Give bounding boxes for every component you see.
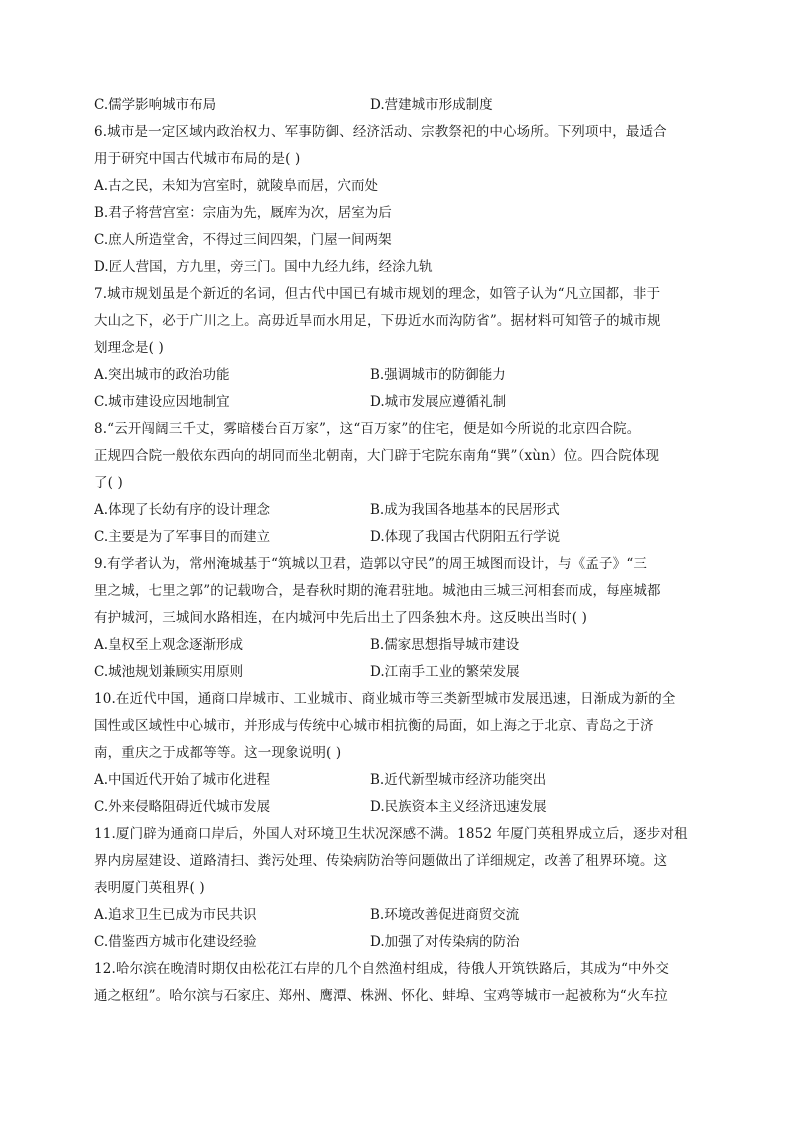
option-c[interactable]: C.儒学影响城市布局 <box>94 97 217 113</box>
option-a[interactable]: A.古之民，未知为宫室时，就陵阜而居，穴而处 <box>94 178 379 194</box>
question-11 <box>94 821 702 956</box>
question-6 <box>94 119 702 281</box>
question-stem: 9.有学者认为，常州淹城基于“筑城以卫君，造郭以守民”的周王城图而设计，与《孟子》“三 <box>94 556 648 572</box>
option-row <box>94 497 702 524</box>
question-stem: 6.城市是一定区域内政治权力、军事防御、经济活动、宗教祭祀的中心场所。下列项中，最适合 <box>94 124 667 140</box>
question-12 <box>94 956 702 1010</box>
question-stem: 10.在近代中国，通商口岸城市、工业城市、商业城市等三类新型城市发展迅速，日渐成为新的全 <box>94 691 676 707</box>
question-10 <box>94 686 702 821</box>
option-b[interactable]: B.成为我国各地基本的民居形式 <box>370 502 560 518</box>
question-stem: 南，重庆之于成都等等。这一现象说明( ) <box>94 745 342 761</box>
option-row <box>94 389 702 416</box>
option-row <box>94 92 702 119</box>
option-d[interactable]: D.匠人营国，方九里，旁三门。国中九经九纬，经涂九轨 <box>94 259 433 275</box>
option-d[interactable]: D.民族资本主义经济迅速发展 <box>370 799 547 815</box>
option-a[interactable]: A.突出城市的政治功能 <box>94 367 230 383</box>
option-d[interactable]: D.江南手工业的繁荣发展 <box>370 664 520 680</box>
question-stem: 表明厦门英租界( ) <box>94 880 205 896</box>
question-stem: 12.哈尔滨在晚清时期仅由松花江右岸的几个自然渔村组成，待俄人开筑铁路后，其成为“中外交 <box>94 961 669 977</box>
question-stem: 7.城市规划虽是个新近的名词，但古代中国已有城市规划的理念，如管子认为“凡立国都，非于 <box>94 286 661 302</box>
question-stem: 通之枢纽”。哈尔滨与石家庄、郑州、鹰潭、株洲、怀化、蚌埠、宝鸡等城市一起被称为“火车拉 <box>94 988 668 1004</box>
question-8 <box>94 416 702 551</box>
question-9 <box>94 551 702 686</box>
option-d[interactable]: D.城市发展应遵循礼制 <box>370 394 507 410</box>
option-a[interactable]: A.中国近代开始了城市化进程 <box>94 772 271 788</box>
option-b[interactable]: B.儒家思想指导城市建设 <box>370 637 520 653</box>
option-row <box>94 929 702 956</box>
option-b[interactable]: B.近代新型城市经济功能突出 <box>370 772 547 788</box>
question-stem: 大山之下，必于广川之上。高毋近旱而水用足，下毋近水而沟防省”。据材料可知管子的城市规 <box>94 313 661 329</box>
question-stem: 正规四合院一般依东西向的胡同而坐北朝南，大门辟于宅院东南角“巽”（xùn）位。四合院体现 <box>94 448 660 464</box>
question-stem: 了( ) <box>94 475 123 491</box>
option-a[interactable]: A.皇权至上观念逐渐形成 <box>94 637 244 653</box>
option-row <box>94 659 702 686</box>
question-stem: 8.“云开闯阔三千丈，雾暗楼台百万家”，这“百万家”的住宅，便是如今所说的北京四合院。 <box>94 421 641 437</box>
question-stem: 国性或区域性中心城市，并形成与传统中心城市相抗衡的局面，如上海之于北京、青岛之于济 <box>94 718 654 734</box>
option-row <box>94 632 702 659</box>
option-row <box>94 767 702 794</box>
question-5-tail <box>94 92 702 119</box>
option-row <box>94 902 702 929</box>
option-a[interactable]: A.追求卫生已成为市民共识 <box>94 907 257 923</box>
question-stem: 用于研究中国古代城市布局的是( ) <box>94 151 301 167</box>
option-row <box>94 362 702 389</box>
exam-page <box>94 92 702 1010</box>
option-d[interactable]: D.加强了对传染病的防治 <box>370 934 520 950</box>
option-d[interactable]: D.营建城市形成制度 <box>370 97 493 113</box>
option-b[interactable]: B.君子将营宫室：宗庙为先，厩库为次，居室为后 <box>94 205 392 221</box>
option-c[interactable]: C.城市建设应因地制宜 <box>94 394 230 410</box>
question-7 <box>94 281 702 416</box>
question-stem: 11.厦门辟为通商口岸后，外国人对环境卫生状况深感不满。1852 年厦门英租界成立后，逐步对租 <box>94 826 688 842</box>
option-b[interactable]: B.强调城市的防御能力 <box>370 367 506 383</box>
option-c[interactable]: C.外来侵略阻碍近代城市发展 <box>94 799 271 815</box>
option-b[interactable]: B.环境改善促进商贸交流 <box>370 907 520 923</box>
option-a[interactable]: A.体现了长幼有序的设计理念 <box>94 502 271 518</box>
question-stem: 划理念是( ) <box>94 340 164 356</box>
question-stem: 界内房屋建设、道路清扫、粪污处理、传染病防治等问题做出了详细规定，改善了租界环境。这 <box>94 853 668 869</box>
option-row <box>94 794 702 821</box>
option-c[interactable]: C.城池规划兼顾实用原则 <box>94 664 244 680</box>
question-stem: 有护城河，三城间水路相连，在内城河中先后出土了四条独木舟。这反映出当时( ) <box>94 610 588 626</box>
option-row <box>94 524 702 551</box>
question-stem: 里之城，七里之郭”的记载吻合，是春秋时期的淹君驻地。城池由三城三河相套而成，每座城都 <box>94 583 661 599</box>
option-d[interactable]: D.体现了我国古代阴阳五行学说 <box>370 529 561 545</box>
option-c[interactable]: C.主要是为了军事目的而建立 <box>94 529 271 545</box>
option-c[interactable]: C.借鉴西方城市化建设经验 <box>94 934 257 950</box>
option-c[interactable]: C.庶人所造堂舍，不得过三间四架，门屋一间两架 <box>94 232 392 248</box>
